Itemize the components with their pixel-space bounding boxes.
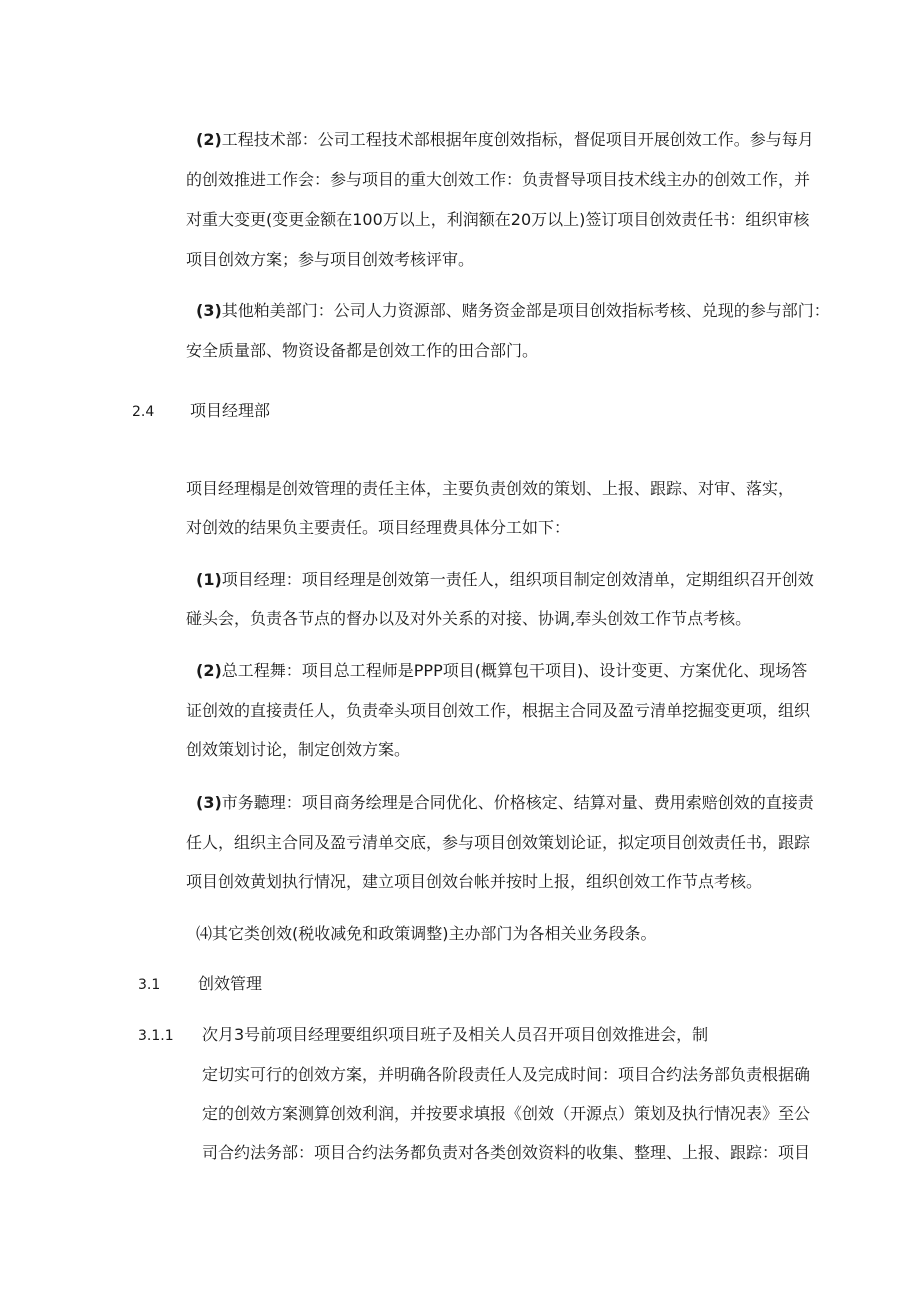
sec23-item2-line4: 项目创效方案；参与项目创效考核评审。 bbox=[186, 250, 475, 269]
sec311-line3: 定的创效方案测算创效利润，并按要求填报《创效（开源点）策划及执行情况表》至公 bbox=[202, 1104, 811, 1123]
sec24-item1-line1: (1)项目经理：项目经理是创效第一责任人，组织项目制定创效清单，定期组织召开创效 bbox=[196, 570, 814, 589]
section-number-3-1-1: 3.1.1 bbox=[138, 1028, 174, 1044]
sec24-item3-line1: (3)市务聽理：项目商务绘理是合同优化、价格核定、结算对量、费用索赔创效的直接责 bbox=[196, 793, 814, 812]
section-number-2-4: 2.4 bbox=[132, 404, 155, 420]
sec24-intro-line2: 对创效的结果负主要责任。项目经理费具体分工如下： bbox=[186, 518, 571, 537]
item-label: (1) bbox=[196, 570, 222, 589]
sec311-line4: 司合约法务部：项目合约法务都负责对各类创效资料的收集、整理、上报、跟踪：项目 bbox=[202, 1143, 811, 1162]
sec24-item2-line1: (2)总工程舞：项目总工程师是PPP项目(概算包干项目)、设计变更、方案优化、现场答 bbox=[196, 661, 808, 680]
sec24-item1-line2: 碰头会，负责各节点的督办以及对外关系的对接、协调,奉头创效工作节点考核。 bbox=[186, 609, 752, 628]
item-label: (3) bbox=[196, 793, 222, 812]
section-number-3-1: 3.1 bbox=[138, 977, 161, 993]
item-label: (3) bbox=[196, 301, 222, 320]
sec24-item2-line2: 证创效的直接责任人，负责牵头项目创效工作，根据主合同及盈亏清单挖掘变更项，组织 bbox=[186, 701, 811, 720]
section-title-3-1: 创效管理 bbox=[198, 974, 263, 993]
sec23-item3-line1: (3)其他粕美部门：公司人力资源部、赌务资金部是项目创效指标考核、兑现的参与部门： bbox=[196, 301, 830, 320]
item-label: (2) bbox=[196, 130, 222, 149]
sec24-item2-line3: 创效策划讨论，制定创效方案。 bbox=[186, 740, 411, 759]
sec24-item3-line2: 任人，组织主合同及盈亏清单交底，参与项目创效策划论证，拟定项目创效责任书，跟踪 bbox=[186, 833, 811, 852]
section-title-2-4: 项目经理部 bbox=[190, 401, 271, 420]
sec23-item2-line1: (2)工程技术部：公司工程技术部根据年度创效指标，督促项目开展创效工作。参与每月 bbox=[196, 130, 814, 149]
sec311-line2: 定切实可行的创效方案，并明确各阶段责任人及完成时间：项目合约法务部负责根据确 bbox=[202, 1065, 811, 1084]
sec23-item2-line2: 的创效推进工作会：参与项目的重大创效工作：负责督导项目技术线主办的创效工作，并 bbox=[186, 170, 811, 189]
sec24-intro-line1: 项目经理榻是创效管理的责任主体，主要负责创效的策划、上报、跟踪、对审、落实， bbox=[186, 479, 795, 498]
item-label: (2) bbox=[196, 661, 222, 680]
sec23-item2-line3: 对重大变更(变更金额在100万以上，利润额在20万以上)签订项目创效责任书：组织审核 bbox=[186, 210, 810, 229]
sec311-first-line: 次月3号前项目经理要组织项目班子及相关人员召开项目创效推进会，制 bbox=[202, 1025, 709, 1044]
sec24-item3-line3: 项目创效黄划执行情况，建立项目创效台帐并按时上报，组织创效工作节点考核。 bbox=[186, 872, 763, 891]
sec23-item3-line2: 安全质量部、物资设备都是创效工作的田合部门。 bbox=[186, 341, 539, 360]
sec24-item4: ⑷其它类创效(税收减免和政策调整)主办部门为各相关业务段条。 bbox=[196, 924, 657, 943]
